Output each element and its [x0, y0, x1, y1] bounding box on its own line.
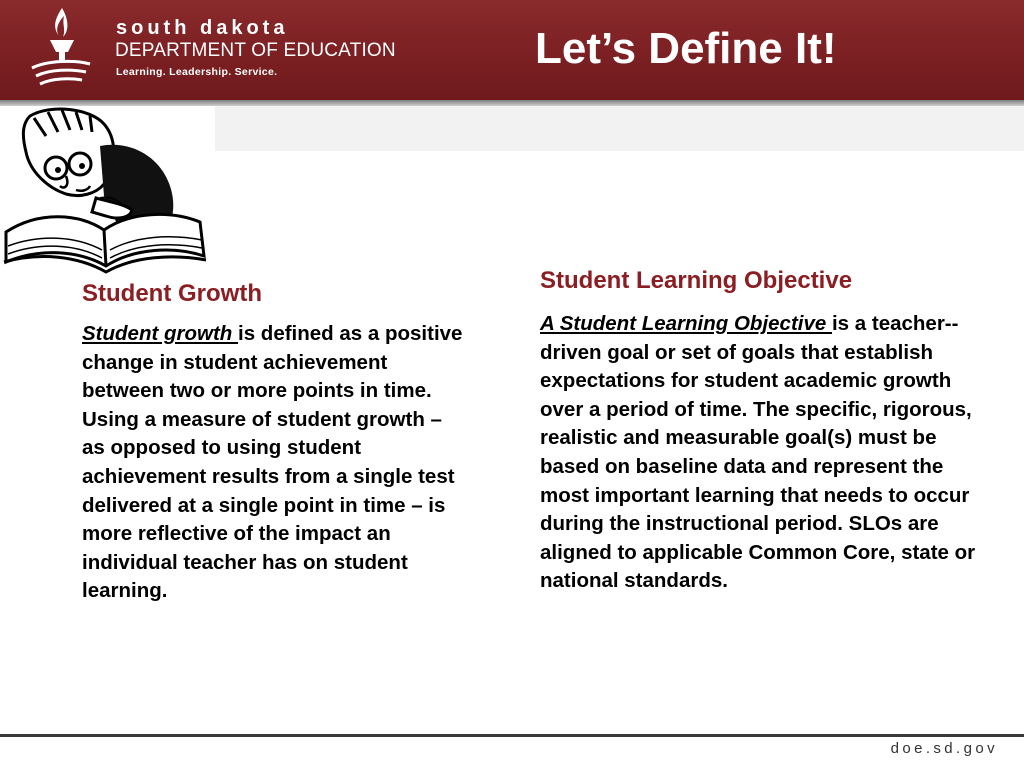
student-growth-section [82, 279, 470, 606]
logo-state-name: south dakota [116, 17, 289, 39]
student-growth-heading: Student Growth [82, 280, 262, 307]
slide-title: Let’s Define It! [535, 24, 837, 73]
student-growth-term: Student growth [82, 322, 239, 345]
light-gray-band [215, 106, 1024, 151]
slo-term: A Student Learning Objective [540, 312, 832, 335]
logo-tagline: Learning. Leadership. Service. [116, 66, 278, 78]
header-banner [0, 0, 1024, 100]
sd-doe-logo[interactable] [22, 6, 422, 92]
person-reading-book-icon [0, 106, 214, 276]
footer-url[interactable]: doe.sd.gov [890, 740, 998, 757]
logo-department-name: DEPARTMENT OF EDUCATION [115, 40, 396, 61]
slo-section [540, 266, 990, 596]
slo-text: is a teacher--driven goal or set of goals that establish expectations for student academic growth over a period of time. The specific, rigorous, realistic and measurable goal(s) must be based on baseline data and represent the most important learning that needs to occur during the instructional period. SLOs are aligned to applicable Common Core, state or national standards. [540, 312, 976, 593]
student-growth-definition [82, 320, 470, 606]
slo-heading: Student Learning Objective [540, 267, 853, 294]
torch-icon [28, 6, 94, 92]
slo-definition [540, 310, 990, 596]
footer-divider [0, 734, 1024, 737]
student-growth-text: is defined as a positive change in student achievement between two or more points in time. Using a measure of student growth – as opposed to using student achievement results from a single test delivered at a single point in time – is more reflective of the impact an individual teacher has on student learning. [82, 322, 463, 603]
